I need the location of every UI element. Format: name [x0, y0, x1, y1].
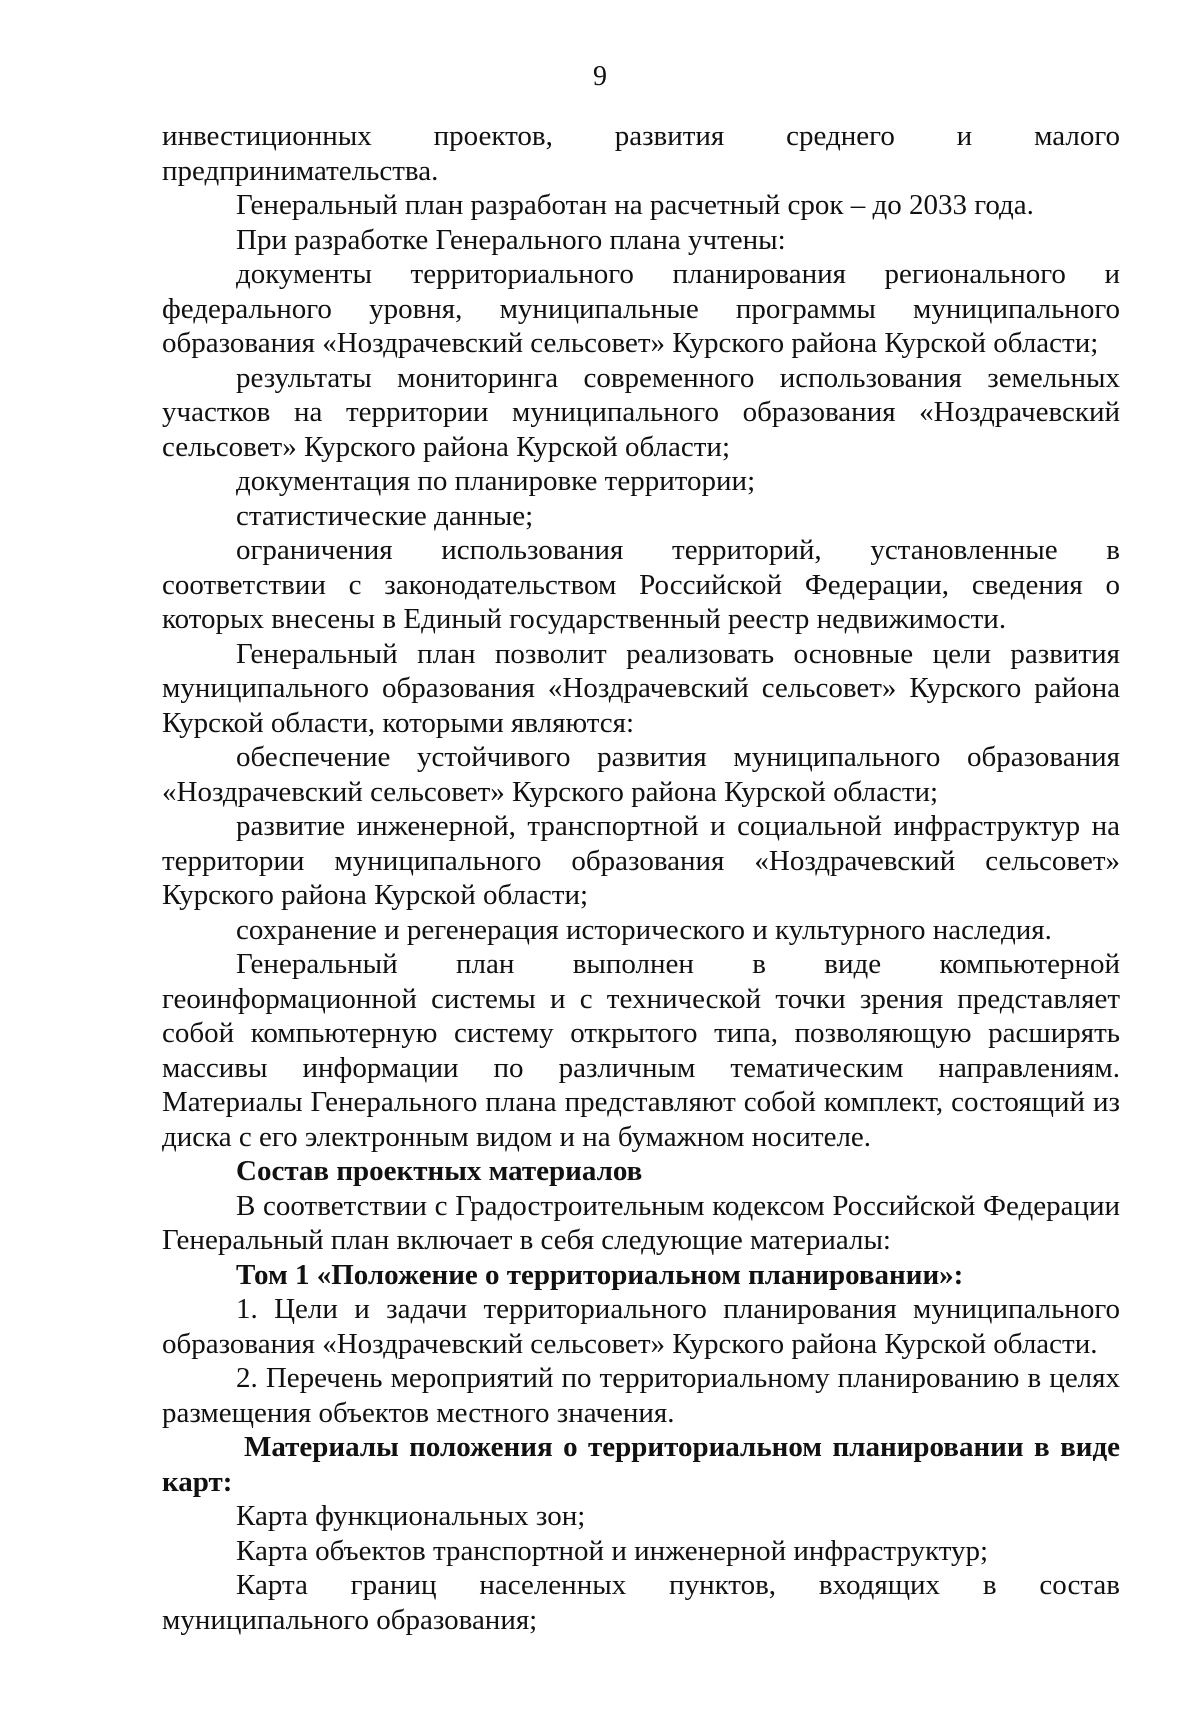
- list-item: Карта функциональных зон;: [236, 1500, 586, 1532]
- paragraph: При разработке Генерального плана учтены:: [236, 223, 786, 256]
- list-item: Карта границ населенных пунктов, входящих в состав муниципального образования;: [162, 1569, 1120, 1636]
- list-item: 2. Перечень мероприятий по территориальному планированию в целях размещения объектов местного значения.: [162, 1362, 1120, 1429]
- section-heading: Состав проектных материалов: [236, 1155, 643, 1187]
- paragraph: сохранение и регенерация исторического и культурного наследия.: [236, 913, 1052, 946]
- paragraph: ограничения использования территорий, установленные в соответствии с законодательством Российской Федерации, сведения о которых внесены в Единый государственный реестр недвижимости.: [162, 534, 1120, 635]
- paragraph: документы территориального планирования регионального и федерального уровня, муниципальные программы муниципального образования «Ноздрачевский сельсовет» Курского района Курской области;: [162, 258, 1120, 359]
- volume-heading: Том 1 «Положение о территориальном планировании»:: [236, 1258, 964, 1291]
- paragraph: документация по планировке территории;: [236, 465, 756, 497]
- paragraph: инвестиционных проектов, развития среднего и малого предпринимательства.: [162, 120, 1120, 187]
- paragraph: статистические данные;: [236, 499, 534, 532]
- page-number: 9: [593, 61, 607, 92]
- paragraph: Генеральный план разработан на расчетный срок – до 2033 года.: [236, 189, 1034, 221]
- paragraph: Генеральный план позволит реализовать основные цели развития муниципального образования «Ноздрачевский сельсовет» Курского района Курской области, которыми являются:: [162, 637, 1120, 739]
- list-item: Карта объектов транспортной и инженерной инфраструктур;: [236, 1534, 989, 1567]
- paragraph: обеспечение устойчивого развития муниципального образования «Ноздрачевский сельсовет» Курского района Курской области;: [162, 741, 1120, 808]
- paragraph: развитие инженерной, транспортной и социальной инфраструктур на территории муниципального образования «Ноздрачевский сельсовет» Курского района Курской области;: [162, 810, 1120, 911]
- list-item: 1. Цели и задачи территориального планирования муниципального образования «Ноздрачевский сельсовет» Курского района Курской области.: [162, 1293, 1120, 1360]
- paragraph: Генеральный план выполнен в виде компьютерной геоинформационной системы и с технической точки зрения представляет собой компьютерную систему открытого типа, позволяющую расширять массивы информации по различным тематическим направлениям. Материалы Генерального плана представляют собой комплект, состоящий из диска с его электронным видом и на бумажном носителе.: [162, 948, 1120, 1153]
- maps-heading: Материалы положения о территориальном планировании в виде карт:: [162, 1431, 1120, 1498]
- document-body: [162, 119, 1120, 1637]
- paragraph: результаты мониторинга современного использования земельных участков на территории муниципального образования «Ноздрачевский сельсовет» Курского района Курской области;: [162, 361, 1120, 463]
- paragraph: В соответствии с Градостроительным кодексом Российской Федерации Генеральный план включает в себя следующие материалы:: [162, 1189, 1120, 1256]
